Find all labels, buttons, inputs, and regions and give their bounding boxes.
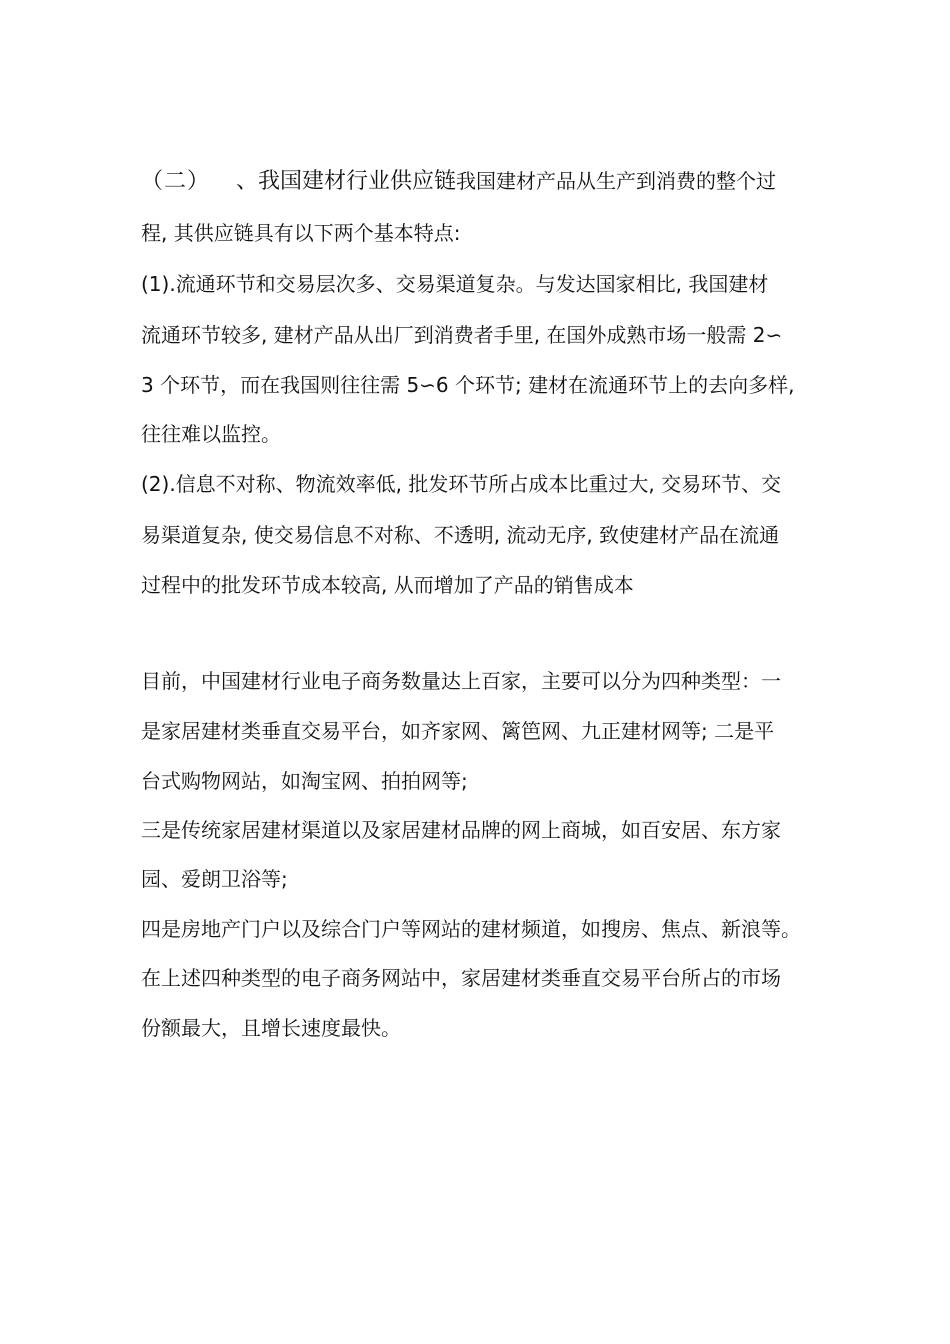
paragraph-line: 3 个环节，而在我国则往往需 5∽6 个环节; 建材在流通环节上的去向多样, — [141, 373, 795, 397]
paragraph-line: 在上述四种类型的电子商务网站中，家居建材类垂直交易平台所占的市场 — [141, 966, 781, 990]
paragraph-text: 我国建材产品从生产到消费的整个过 — [456, 169, 777, 193]
paragraph-line: (2).信息不对称、物流效率低, 批发环节所占成本比重过大, 交易环节、交 — [141, 472, 782, 496]
paragraph-line: 四是房地产门户以及综合门户等网站的建材频道，如搜房、焦点、新浪等。 — [141, 917, 801, 941]
paragraph-line: 往往难以监控。 — [141, 422, 281, 446]
paragraph-line: 园、爱朗卫浴等; — [141, 867, 288, 891]
paragraph-line: 目前，中国建材行业电子商务数量达上百家，主要可以分为四种类型：一 — [141, 669, 781, 693]
paragraph-line: 易渠道复杂, 使交易信息不对称、不透明, 流动无序, 致使建材产品在流通 — [141, 523, 780, 547]
paragraph-line: 流通环节较多, 建材产品从出厂到消费者手里, 在国外成熟市场一般需 2∽ — [141, 323, 783, 347]
paragraph-line: 三是传统家居建材渠道以及家居建材品牌的网上商城，如百安居、东方家 — [141, 818, 781, 842]
paragraph-line: 是家居建材类垂直交易平台，如齐家网、篱笆网、九正建材网等; 二是平 — [141, 719, 775, 743]
paragraph-line: 台式购物网站，如淘宝网、拍拍网等; — [141, 769, 468, 793]
section-number: （二） — [141, 169, 211, 194]
paragraph-line: (1).流通环节和交易层次多、交易渠道复杂。与发达国家相比, 我国建材 — [141, 272, 769, 296]
paragraph-line: 程, 其供应链具有以下两个基本特点: — [141, 221, 461, 245]
section-heading-line — [141, 166, 776, 197]
paragraph-line: 份额最大，且增长速度最快。 — [141, 1016, 401, 1040]
paragraph-line: 过程中的批发环节成本较高, 从而增加了产品的销售成本 — [141, 573, 634, 597]
section-title: 、我国建材行业供应链 — [236, 169, 457, 194]
